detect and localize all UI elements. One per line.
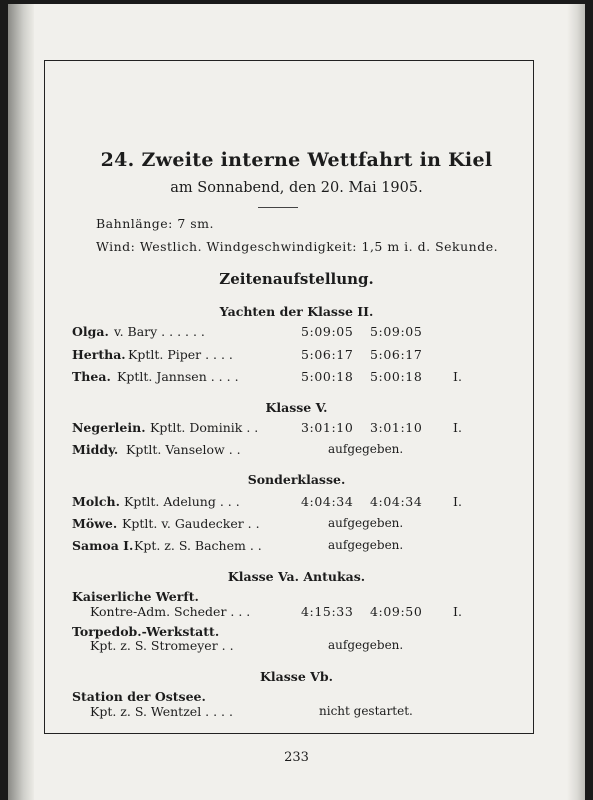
class-heading: Klasse Va. Antukas. <box>227 569 366 584</box>
status: nicht gestartet. <box>319 704 413 718</box>
time-sailed: 5:09:05 <box>301 324 354 339</box>
yacht-name: Negerlein. <box>72 420 146 435</box>
time-sailed: 5:06:17 <box>301 347 354 362</box>
table-row <box>72 538 472 556</box>
time-corrected: 5:06:17 <box>370 347 423 362</box>
section-heading: Zeitenaufstellung. <box>219 270 374 288</box>
title-divider <box>258 207 298 208</box>
time-sailed: 4:04:34 <box>301 494 354 509</box>
table-row <box>72 516 472 534</box>
skipper: Kpt. z. S. Bachem . . <box>134 538 262 553</box>
class-heading: Klasse V. <box>265 400 328 415</box>
status: aufgegeben. <box>328 516 404 530</box>
yacht-name: Molch. <box>72 494 120 509</box>
yacht-name: Möwe. <box>72 516 118 531</box>
skipper: Kptlt. Adelung . . . <box>124 494 240 509</box>
course-length: Bahnlänge: 7 sm. <box>96 216 214 231</box>
book-page <box>8 4 585 800</box>
skipper: Kpt. z. S. Stromeyer . . <box>90 638 234 653</box>
status: aufgegeben. <box>328 442 404 456</box>
rank: I. <box>453 369 462 384</box>
table-row <box>72 347 472 365</box>
skipper: Kontre-Adm. Scheder . . . <box>90 604 251 619</box>
rank: I. <box>453 420 462 435</box>
yacht-name: Samoa I. <box>72 538 134 553</box>
table-row <box>72 420 472 438</box>
yacht-name: Middy. <box>72 442 119 457</box>
table-row <box>72 442 472 460</box>
skipper: Kptlt. Jannsen . . . . <box>117 369 239 384</box>
time-sailed: 5:00:18 <box>301 369 354 384</box>
table-row <box>72 369 472 387</box>
wind-info: Wind: Westlich. Windgeschwindigkeit: 1,5 m i. d. Sekunde. <box>96 239 499 254</box>
page-number: 233 <box>284 750 309 765</box>
page-subtitle: am Sonnabend, den 20. Mai 1905. <box>170 180 423 196</box>
table-row <box>72 604 472 622</box>
time-corrected: 5:09:05 <box>370 324 423 339</box>
yacht-name: Hertha. <box>72 347 126 362</box>
entry-organization: Station der Ostsee. <box>72 689 206 704</box>
yacht-name: Olga. <box>72 324 109 339</box>
class-heading: Klasse Vb. <box>260 669 333 684</box>
table-row <box>72 324 472 342</box>
skipper: Kptlt. Piper . . . . <box>128 347 233 362</box>
rank: I. <box>453 494 462 509</box>
skipper: Kptlt. Dominik . . <box>150 420 259 435</box>
skipper: v. Bary . . . . . . <box>114 324 205 339</box>
skipper: Kptlt. Vanselow . . <box>126 442 241 457</box>
status: aufgegeben. <box>328 638 404 652</box>
time-corrected: 3:01:10 <box>370 420 423 435</box>
time-corrected: 4:09:50 <box>370 604 423 619</box>
yacht-name: Thea. <box>72 369 111 384</box>
table-row <box>72 638 472 656</box>
time-corrected: 4:04:34 <box>370 494 423 509</box>
table-row <box>72 494 472 512</box>
skipper: Kpt. z. S. Wentzel . . . . <box>90 704 233 719</box>
table-row <box>72 704 472 722</box>
class-heading: Yachten der Klasse II. <box>219 304 374 319</box>
status: aufgegeben. <box>328 538 404 552</box>
skipper: Kptlt. v. Gaudecker . . <box>122 516 260 531</box>
time-sailed: 3:01:10 <box>301 420 354 435</box>
entry-organization: Kaiserliche Werft. <box>72 589 199 604</box>
time-sailed: 4:15:33 <box>301 604 354 619</box>
class-heading: Sonderklasse. <box>247 472 346 487</box>
page-title: 24. Zweite interne Wettfahrt in Kiel <box>100 149 493 171</box>
rank: I. <box>453 604 462 619</box>
time-corrected: 5:00:18 <box>370 369 423 384</box>
entry-organization: Torpedob.-Werkstatt. <box>72 624 220 639</box>
